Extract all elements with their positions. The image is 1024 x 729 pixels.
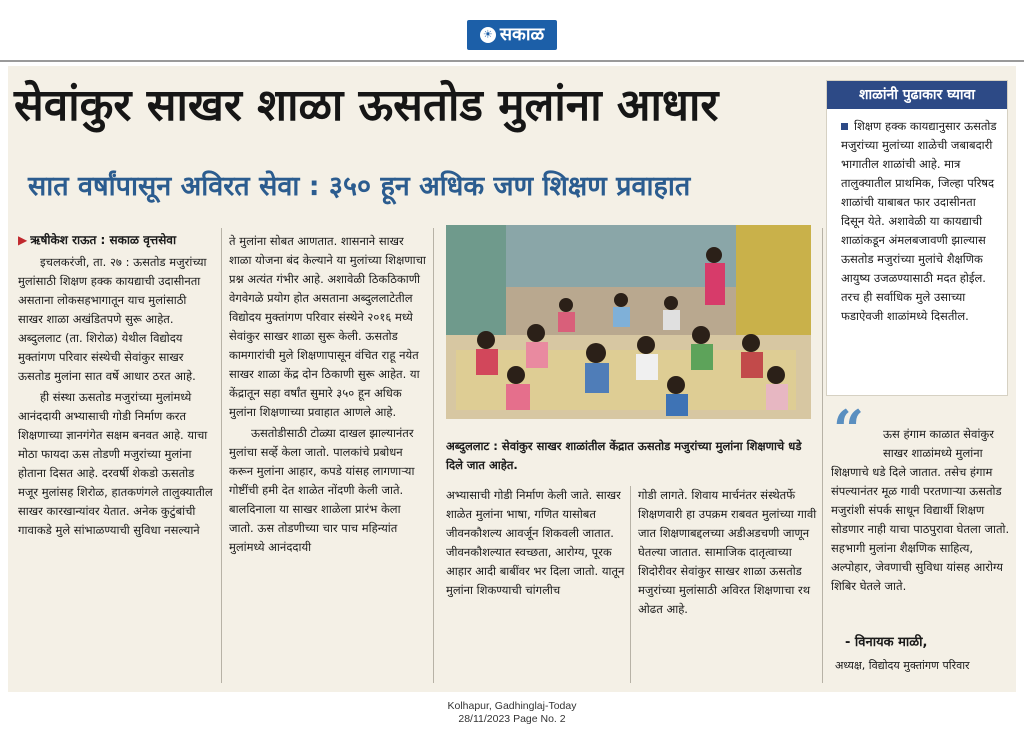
page-footer [0,700,1024,726]
pull-quote [831,425,1011,596]
column-2 [229,232,427,684]
classroom-photo [446,225,811,419]
logo-text: सकाळ [499,24,545,45]
article-photo [446,225,811,419]
column-3 [446,486,626,684]
quote-author: - विनायक माळी, [845,635,928,650]
sidebar-body [827,109,1007,326]
col1-para-2: ही संस्था ऊसतोड मजुरांच्या मुलांमध्ये आनंददायी अभ्यासाची गोडी निर्माण करत शिक्षणाच्या ज्ञानगंगेत सक्षम बनवत आहे. याचा मोठा फायदा ऊस तोडणी मजुरांच्या मुलांना होताना दिसत आहे. दरवर्षी शेकडो ऊसतोड मजूर मुलांसह शिरोळ, हातकणंगले तालुक्यातील साखर कारखान्यांवर येतात. अनेक कुटुंबांची गावाकडे मुले सांभाळण्याची सुविधा नसल्याने [18,390,213,537]
quote-author-role: अध्यक्ष, विद्योदय मुक्तांगण परिवार [835,659,970,672]
column-1 [18,253,214,685]
col2-para-2: ऊसतोडीसाठी टोळ्या दाखल झाल्यानंतर मुलांचा सर्व्हे केला जातो. पालकांचे प्रबोधन करून मुलांना आहार, कपडे यांसह लागणाऱ्या गोष्टींची हमी देत शाळेत नोंदणी केली जाते. बालदिनाला या साखर शाळेला प्रारंभ केला जातो. ऊस तोडणीच्या चार पाच महिन्यांत मुलांमध्ये आनंददायी [229,426,415,554]
column-divider [822,228,823,683]
sidebar-header: शाळांनी पुढाकार घ्यावा [827,81,1007,109]
sidebar-text: शिक्षण हक्क कायद्यानुसार ऊसतोड मजुरांच्या मुलांच्या शाळेची जबाबदारी भागातील शाळांची आहे. मात्र तालुक्यातील प्राथमिक, जिल्हा परिषद शाळांची याबाबत फार उदासीनता दिसून येते. अशावेळी या कायद्याची शाळांकडून अंमलबजावणी झाल्यास ऊसतोड मजुरांच्या मुलांचे शैक्षणिक आयुष्य उजळण्यासाठी मदत होईल. तरच ही सर्वाधिक मुले उसाच्या फडाऐवजी शाळांमध्ये दिसतील. [841,119,997,323]
subheadline: सात वर्षांपासून अविरत सेवा : ३५० हून अधिक जण शिक्षण प्रवाहात [28,171,691,202]
top-rule [0,60,1024,62]
column-divider [221,228,222,683]
logo-emblem-icon: ☀ [480,27,496,43]
col2-para-1: ते मुलांना सोबत आणतात. शासनाने साखर शाळा योजना बंद केल्याने या मुलांच्या शिक्षणाचा प्रश्न अत्यंत गंभीर आहे. अशावेळी ठिकठिकाणी वेगवेगळे प्रयोग होत असताना अब्दुललाटेतील विद्योदय मुक्तांगण परिवार संस्थेने २०१६ मध्ये सेवांकुर साखर शाळा सुरू केली. ऊसतोड कामगारांची मुले शिक्षणापासून वंचित राहू नयेत साखर शाळा केंद्र दोन ठिकाणी सुरू आहेत. या केंद्रातून सहा वर्षांत सुमारे ३५० हून अधिक मुलांना शिक्षणाच्या प्रवाहात आणले आहे. [229,234,426,419]
byline [18,231,176,248]
col4-text: गोडी लागते. शिवाय मार्चनंतर संस्थेतर्फे शिक्षणवारी हा उपक्रम राबवत मुलांच्या गावी जात शिक्षणाबद्दलच्या अडीअडचणी जाणून घेतल्या जातात. सामाजिक दातृत्वाच्या शिदोरीवर सेवांकुर साखर शाळा ऊसतोड मजुरांच्या मुलांसाठी अविरत शिक्षणाचा रथ ओढत आहे. [638,488,817,616]
quote-mark-icon: “ [833,398,865,462]
newspaper-logo [467,20,557,50]
byline-text: ऋषीकेश राऊत : सकाळ वृत्तसेवा [30,233,177,247]
bullet-square-icon [841,123,848,130]
photo-caption: अब्दुललाट : सेवांकुर साखर शाळांतील केंद्रात ऊसतोड मजुरांच्या मुलांना शिक्षणाचे धडे दिले जात आहेत. [446,439,802,472]
sidebar-box [826,80,1008,396]
col3-text: अभ्यासाची गोडी निर्माण केली जाते. साखर शाळेत मुलांना भाषा, गणित यासोबत जीवनकौशल्य आवर्जून शिकवली जातात. जीवनकौशल्यात स्वच्छता, आरोग्य, पूरक आहार आदी बाबींवर भर दिला जातो. यातून मुलांना शिकण्याची चांगलीच [446,488,625,597]
column-4 [638,486,818,684]
footer-date-page: 28/11/2023 Page No. 2 [458,713,566,725]
quote-text: शिक्षणाचे धडे दिले जातात. तसेच हंगाम संपल्यानंतर मूळ गावी परतणाऱ्या ऊसतोड मजुरांशी संपर्क साधून विद्यार्थी शिक्षण सोडणार नाही याचा पाठपुरावा घेतला जातो. सहभागी मुलांना शैक्षणिक साहित्य, अल्पोहार, जेवणाची सुविधा यांसह आरोग्य शिबिर घेतले जाते. [831,465,1010,593]
column-divider [630,486,631,683]
quote-text-indented: ऊस हंगाम काळात सेवांकुर साखर शाळांमध्ये मुलांना [883,427,994,460]
headline: सेवांकुर साखर शाळा ऊसतोड मुलांना आधार [14,80,719,131]
col1-para-1: इचलकरंजी, ता. २७ : ऊसतोड मजुरांच्या मुलांसाठी शिक्षण हक्क कायद्याची उदासीनता असताना लोकसहभागातून याच मुलांसाठी साखर शाळा अखंडितपणे सुरू आहेत. अब्दुललाट (ता. शिरोळ) येथील विद्योदय मुक्तांगण परिवार संस्थेची सेवांकुर साखर ऊसतोड मुलांना सात वर्षे आधार ठरत आहे. [18,255,207,383]
byline-arrow-icon: ▶ [18,233,28,247]
column-divider [433,228,434,683]
footer-edition: Kolhapur, Gadhinglaj-Today [447,700,577,712]
